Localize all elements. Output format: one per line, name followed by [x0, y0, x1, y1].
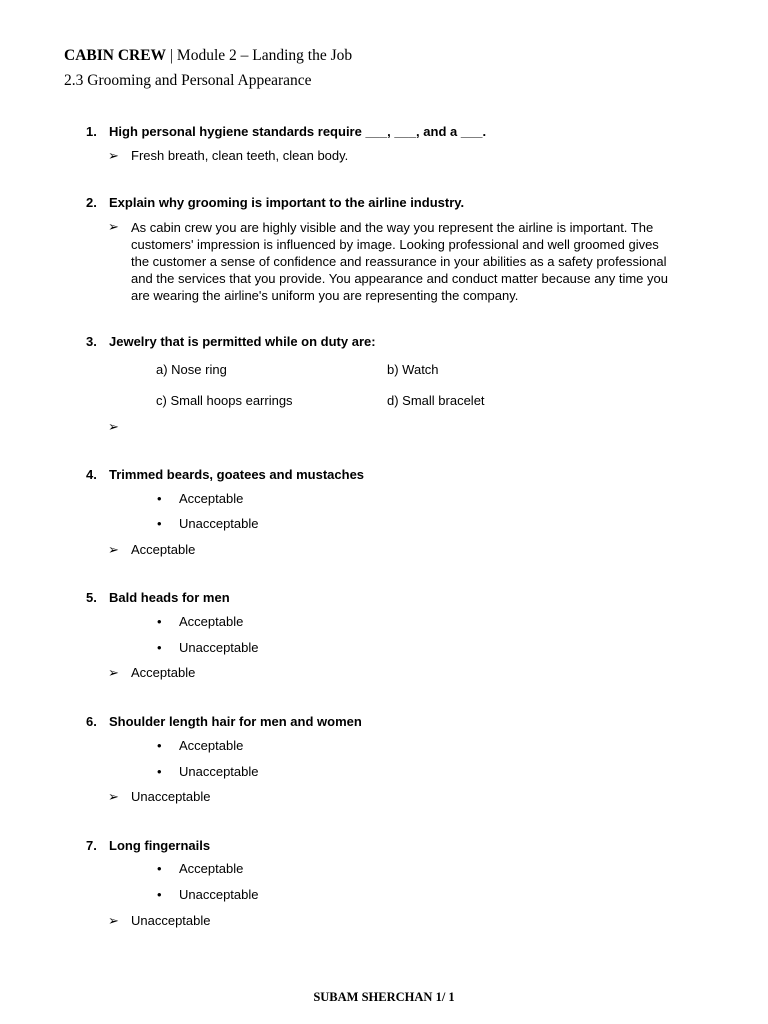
question-number: 5. — [86, 590, 97, 605]
answer-line: the customer a sense of confidence and reassurance in your abilities as a safety professional — [131, 254, 667, 269]
arrow-bullet-icon: ➢ — [108, 913, 119, 928]
answer-7: Unacceptable — [131, 913, 211, 928]
bullet-icon: • — [157, 491, 162, 506]
option-a: a) Nose ring — [156, 362, 227, 377]
bullet-icon: • — [157, 861, 162, 876]
question-number: 1. — [86, 124, 97, 139]
bullet-icon: • — [157, 614, 162, 629]
question-text: Jewelry that is permitted while on duty are: — [109, 334, 376, 349]
bullet-icon: • — [157, 640, 162, 655]
bullet-icon: • — [157, 738, 162, 753]
option-c: c) Small hoops earrings — [156, 393, 293, 408]
bullet-icon: • — [157, 764, 162, 779]
question-text: Trimmed beards, goatees and mustaches — [109, 467, 365, 482]
question-number: 7. — [86, 838, 97, 853]
bullet-icon: • — [157, 516, 162, 531]
answer-6: Unacceptable — [131, 789, 211, 804]
question-number: 6. — [86, 714, 97, 729]
module-title: Module 2 – Landing the Job — [176, 47, 353, 64]
question-text: Bald heads for men — [109, 590, 230, 605]
arrow-bullet-icon: ➢ — [108, 148, 119, 163]
question-text: High personal hygiene standards require ___, ___, and a ___. — [109, 124, 487, 139]
document-header — [64, 47, 352, 65]
option-b: b) Watch — [387, 362, 439, 377]
answer-4: Acceptable — [131, 542, 196, 557]
answer-line: and the services that you provide. You appearance and conduct matter because any time you — [131, 271, 668, 286]
choice-acceptable: Acceptable — [179, 738, 244, 753]
page-footer: SUBAM SHERCHAN 1/ 1 — [313, 990, 455, 1004]
question-number: 4. — [86, 467, 97, 482]
answer-line: As cabin crew you are highly visible and the way you represent the airline is important. The — [131, 220, 654, 235]
arrow-bullet-icon: ➢ — [108, 789, 119, 804]
question-text: Shoulder length hair for men and women — [109, 714, 362, 729]
choice-unacceptable: Unacceptable — [179, 640, 259, 655]
arrow-bullet-icon: ➢ — [108, 542, 119, 557]
choice-acceptable: Acceptable — [179, 614, 244, 629]
choice-unacceptable: Unacceptable — [179, 764, 259, 779]
arrow-bullet-icon: ➢ — [108, 665, 119, 680]
answer-2 — [131, 219, 706, 304]
option-d: d) Small bracelet — [387, 393, 485, 408]
question-text: Explain why grooming is important to the airline industry. — [109, 195, 465, 210]
answer-line: are wearing the airline's uniform you are representing the company. — [131, 288, 519, 303]
arrow-bullet-icon: ➢ — [108, 419, 119, 434]
choice-acceptable: Acceptable — [179, 491, 244, 506]
choice-acceptable: Acceptable — [179, 861, 244, 876]
course-title: CABIN CREW — [64, 47, 167, 64]
choice-unacceptable: Unacceptable — [179, 516, 259, 531]
header-separator: | — [169, 47, 174, 64]
answer-line: customers' impression is influenced by image. Looking professional and well groomed gives — [131, 237, 659, 252]
question-number: 2. — [86, 195, 97, 210]
bullet-icon: • — [157, 887, 162, 902]
question-text: Long fingernails — [109, 838, 211, 853]
arrow-bullet-icon: ➢ — [108, 219, 119, 234]
question-number: 3. — [86, 334, 97, 349]
section-title: 2.3 Grooming and Personal Appearance — [64, 72, 312, 89]
answer-5: Acceptable — [131, 665, 196, 680]
answer-1: Fresh breath, clean teeth, clean body. — [131, 148, 349, 163]
choice-unacceptable: Unacceptable — [179, 887, 259, 902]
